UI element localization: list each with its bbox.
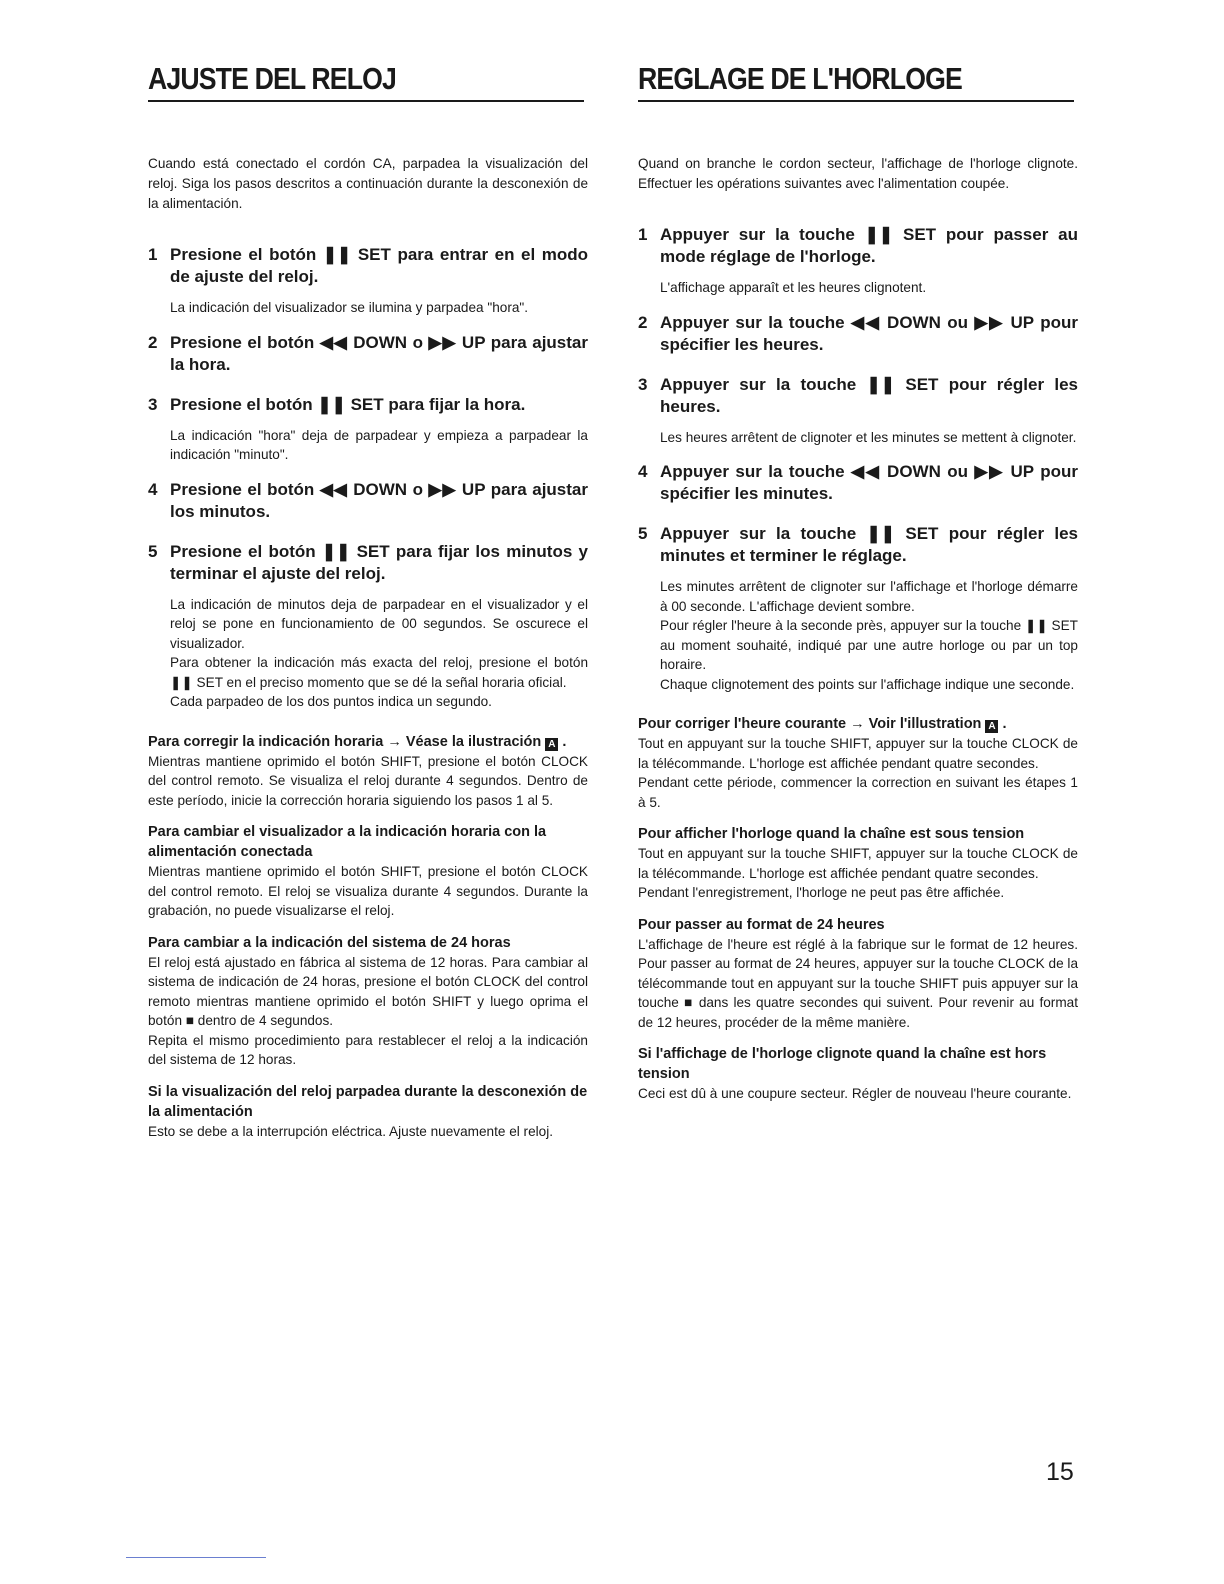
subsection-body: Tout en appuyant sur la touche SHIFT, appuyer sur la touche CLOCK de la télécommande. L'horloge est affichée pendant quatre secondes. bbox=[638, 846, 1078, 881]
step-title: Presione el botón ❚❚ SET para fijar los minutos y terminar el ajuste del reloj. bbox=[170, 541, 588, 583]
step-title: Appuyer sur la touche ❚❚ SET pour passer au mode réglage de l'horloge. bbox=[660, 225, 1078, 266]
step-title: Presione el botón ❚❚ SET para fijar la hora. bbox=[170, 394, 526, 414]
title-rule bbox=[148, 100, 584, 102]
step-title: Appuyer sur la touche ◀◀ DOWN ou ▶▶ UP pour spécifier les heures. bbox=[660, 312, 1078, 354]
step-note: Para obtener la indicación más exacta del reloj, presione el botón ❚❚ SET en el preciso momento que se dé la señal horaria oficial. bbox=[170, 655, 588, 690]
step-4 bbox=[148, 479, 588, 535]
step-note: La indicación del visualizador se ilumina y parpadea "hora". bbox=[170, 300, 529, 315]
step-title: Presione el botón ◀◀ DOWN o ▶▶ UP para ajustar la hora. bbox=[170, 332, 588, 374]
subsection-body: Ceci est dû à une coupure secteur. Régler de nouveau l'heure courante. bbox=[638, 1086, 1072, 1101]
step-number: 5 bbox=[148, 541, 158, 561]
intro-paragraph: Quand on branche le cordon secteur, l'affichage de l'horloge clignote. Effectuer les opérations suivantes avec l'alimentation coupée. bbox=[638, 156, 1078, 191]
step-title: Appuyer sur la touche ❚❚ SET pour régler les minutes et terminer le réglage. bbox=[660, 524, 1078, 565]
step-note: Pour régler l'heure à la seconde près, appuyer sur la touche ❚❚ SET au moment souhaité, indiqué par une autre horloge ou par un top horaire. bbox=[660, 618, 1078, 672]
step-note: Les minutes arrêtent de clignoter sur l'affichage et l'horloge démarre à 00 seconde. L'affichage devient sombre. bbox=[660, 579, 1078, 614]
subsection-body: Pendant l'enregistrement, l'horloge ne peut pas être affichée. bbox=[638, 885, 1005, 900]
step-2 bbox=[148, 332, 588, 388]
subsection-heading: Pour afficher l'horloge quand la chaîne est sous tension bbox=[638, 826, 1025, 842]
subsection-heading: Si l'affichage de l'horloge clignote quand la chaîne est hors tension bbox=[638, 1046, 1047, 1082]
step-title: Appuyer sur la touche ❚❚ SET pour régler les heures. bbox=[660, 374, 1078, 416]
step-3 bbox=[638, 374, 1078, 456]
step-number: 3 bbox=[638, 374, 648, 394]
french-column bbox=[638, 62, 1078, 1104]
footer-line bbox=[126, 1557, 266, 1558]
step-note: La indicación "hora" deja de parpadear y empieza a parpadear la indicación "minuto". bbox=[170, 427, 588, 462]
step-note: Chaque clignotement des points sur l'affichage indique une seconde. bbox=[660, 676, 1075, 692]
subsection-body: Repita el mismo procedimiento para restablecer el reloj a la indicación del sistema de 12 horas. bbox=[148, 1032, 588, 1067]
step-title: Appuyer sur la touche ◀◀ DOWN ou ▶▶ UP pour spécifier les minutes. bbox=[660, 462, 1078, 503]
step-number: 5 bbox=[638, 524, 648, 543]
step-note: Cada parpadeo de los dos puntos indica un segundo. bbox=[170, 694, 492, 709]
title-rule bbox=[638, 100, 1074, 102]
subsection-heading: Pour passer au format de 24 heures bbox=[638, 916, 885, 933]
page-number: 15 bbox=[1046, 1458, 1074, 1486]
subsection-body: Tout en appuyant sur la touche SHIFT, appuyer sur la touche CLOCK de la télécommande. L'horloge est affichée pendant quatre secondes. bbox=[638, 736, 1078, 771]
step-1 bbox=[638, 224, 1078, 306]
step-2 bbox=[638, 312, 1078, 368]
spanish-column bbox=[148, 62, 588, 1141]
subsection-body: L'affichage de l'heure est réglé à la fabrique sur le format de 12 heures. Pour passer au format de 24 heures, appuyer sur la touche CLOCK de la télécommande tout en appuyant sur la touche SHIFT puis appuyer sur la touche ■ dans les quatre secondes qui suivent. Pour revenir au format de 12 heures, procéder de la même manière. bbox=[638, 936, 1078, 1030]
subsection-body: Mientras mantiene oprimido el botón SHIFT, presione el botón CLOCK del control remoto. El reloj se visualiza durante 4 segundos. Durante la grabación, no puede visualizarse el reloj. bbox=[148, 864, 588, 918]
step-number: 4 bbox=[148, 479, 158, 499]
subsection-heading: Para corregir la indicación horaria → Véase la ilustración A . bbox=[148, 733, 567, 750]
step-note: Les heures arrêtent de clignoter et les minutes se mettent à clignoter. bbox=[660, 429, 1077, 445]
step-3 bbox=[148, 394, 588, 473]
subsection-body: Pendant cette période, commencer la correction en suivant les étapes 1 à 5. bbox=[638, 775, 1078, 810]
subsection-heading: Para cambiar el visualizador a la indicación horaria con la alimentación conectada bbox=[148, 824, 547, 860]
step-title: Presione el botón ❚❚ SET para entrar en el modo de ajuste del reloj. bbox=[170, 245, 588, 286]
step-5 bbox=[638, 523, 1078, 702]
step-number: 2 bbox=[148, 332, 158, 352]
step-number: 1 bbox=[638, 225, 648, 244]
subsection-heading: Pour corriger l'heure courante → Voir l'illustration A . bbox=[638, 716, 1007, 732]
step-1 bbox=[148, 244, 588, 326]
step-title: Presione el botón ◀◀ DOWN o ▶▶ UP para ajustar los minutos. bbox=[170, 479, 588, 521]
subsection-body: Mientras mantiene oprimido el botón SHIFT, presione el botón CLOCK del control remoto. Se visualiza el reloj durante 4 segundos. Dentro de este período, inicie la corrección horaria siguiendo los pasos 1 al 5. bbox=[148, 753, 588, 808]
illustration-a-icon: A bbox=[985, 720, 998, 733]
intro-paragraph: Cuando está conectado el cordón CA, parpadea la visualización del reloj. Siga los pasos descritos a continuación durante la desconexión de la alimentación. bbox=[148, 156, 588, 211]
subsection-body: Esto se debe a la interrupción eléctrica. Ajuste nuevamente el reloj. bbox=[148, 1123, 554, 1139]
section-title-spanish: AJUSTE DEL RELOJ bbox=[148, 61, 396, 96]
section-title-french: REGLAGE DE L'HORLOGE bbox=[638, 61, 962, 96]
step-4 bbox=[638, 461, 1078, 517]
step-5 bbox=[148, 541, 588, 720]
subsection-body: El reloj está ajustado en fábrica al sistema de 12 horas. Para cambiar al sistema de indicación de 24 horas, presione el botón CLOCK del control remoto mientras mantiene oprimido el botón SHIFT y luego oprima el botón ■ dentro de 4 segundos. bbox=[148, 954, 588, 1028]
step-number: 3 bbox=[148, 394, 158, 414]
subsection-heading: Para cambiar a la indicación del sistema de 24 horas bbox=[148, 934, 511, 951]
illustration-a-icon: A bbox=[545, 738, 558, 751]
step-number: 1 bbox=[148, 245, 158, 264]
step-note: L'affichage apparaît et les heures clignotent. bbox=[660, 280, 927, 295]
step-number: 4 bbox=[638, 462, 648, 481]
step-note: La indicación de minutos deja de parpadear en el visualizador y el reloj se pone en funcionamiento de 00 segundos. Se oscurece el visualizador. bbox=[170, 596, 588, 651]
subsection-heading: Si la visualización del reloj parpadea durante la desconexión de la alimentación bbox=[148, 1083, 588, 1120]
step-number: 2 bbox=[638, 312, 648, 332]
